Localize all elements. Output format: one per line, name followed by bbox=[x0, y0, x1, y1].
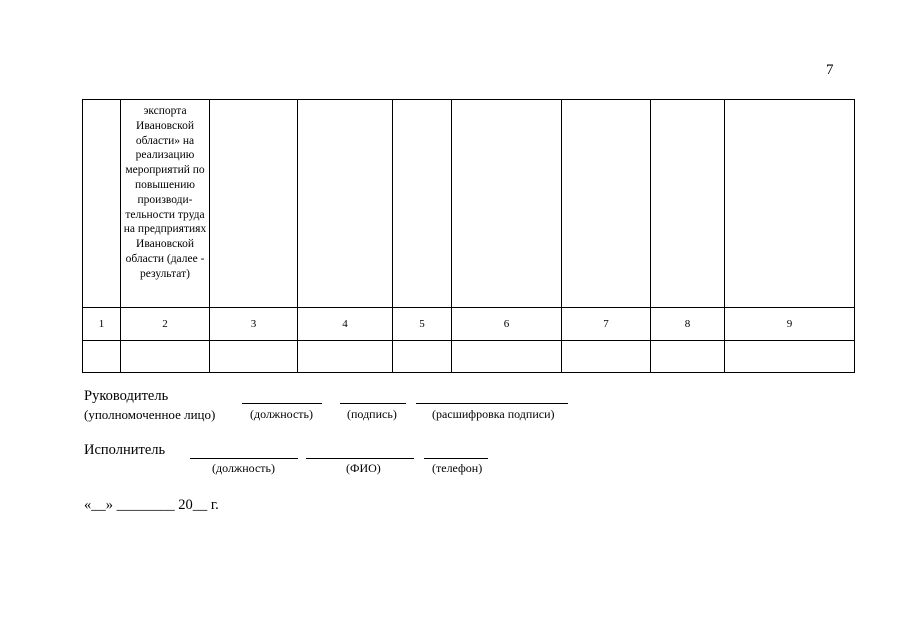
executor-name-label: (ФИО) bbox=[346, 461, 381, 475]
column-number: 8 bbox=[651, 308, 725, 341]
head-decoding-label: (расшифровка подписи) bbox=[432, 407, 555, 421]
header-cell-5 bbox=[393, 100, 452, 308]
desc-line: повышению bbox=[135, 178, 195, 191]
header-cell-description bbox=[121, 100, 210, 308]
head-position-label: (должность) bbox=[250, 407, 313, 421]
desc-line: тельности труда bbox=[125, 208, 205, 221]
table-cell[interactable] bbox=[298, 341, 393, 373]
desc-line: экспорта bbox=[143, 105, 187, 117]
executor-title: Исполнитель bbox=[84, 442, 166, 458]
table-cell[interactable] bbox=[651, 341, 725, 373]
table-cell[interactable] bbox=[121, 341, 210, 373]
desc-line: на предприятиях bbox=[123, 223, 207, 236]
column-number: 6 bbox=[452, 308, 562, 341]
header-cell-6 bbox=[452, 100, 562, 308]
column-number: 7 bbox=[562, 308, 651, 341]
header-cell-1 bbox=[83, 100, 121, 308]
executor-name-line[interactable] bbox=[306, 458, 414, 459]
desc-line: результат) bbox=[140, 267, 190, 280]
head-title: Руководитель bbox=[84, 388, 169, 404]
column-number: 5 bbox=[393, 308, 452, 341]
column-number: 3 bbox=[210, 308, 298, 341]
desc-line: Ивановской bbox=[136, 119, 194, 132]
header-cell-7 bbox=[562, 100, 651, 308]
table-cell[interactable] bbox=[725, 341, 855, 373]
desc-line: мероприятий по bbox=[125, 164, 205, 177]
table-data-row bbox=[83, 341, 855, 373]
desc-line: области» на bbox=[135, 134, 195, 147]
column-number: 9 bbox=[725, 308, 855, 341]
executor-position-line[interactable] bbox=[190, 458, 298, 459]
head-subtitle: (уполномоченное лицо) bbox=[84, 407, 216, 422]
table-cell[interactable] bbox=[452, 341, 562, 373]
header-cell-3 bbox=[210, 100, 298, 308]
table-cell[interactable] bbox=[393, 341, 452, 373]
column-number-row bbox=[83, 308, 855, 341]
header-cell-8 bbox=[651, 100, 725, 308]
desc-line: реализацию bbox=[135, 149, 195, 162]
column-number: 1 bbox=[83, 308, 121, 341]
date-line: «__» ________ 20__ г. bbox=[84, 497, 219, 513]
desc-line: производи- bbox=[137, 193, 193, 206]
desc-line: Ивановской bbox=[136, 238, 194, 251]
column-number: 2 bbox=[121, 308, 210, 341]
page-number: 7 bbox=[826, 62, 834, 78]
head-signature-label: (подпись) bbox=[347, 407, 397, 421]
table-cell[interactable] bbox=[562, 341, 651, 373]
head-signature-line[interactable] bbox=[340, 403, 406, 404]
header-cell-4 bbox=[298, 100, 393, 308]
executor-phone-label: (телефон) bbox=[432, 461, 483, 475]
table-header-row bbox=[83, 100, 855, 308]
table-cell[interactable] bbox=[210, 341, 298, 373]
desc-line: области (далее - bbox=[125, 252, 205, 265]
header-cell-9 bbox=[725, 100, 855, 308]
executor-phone-line[interactable] bbox=[424, 458, 488, 459]
report-table bbox=[82, 99, 855, 373]
head-decoding-line[interactable] bbox=[416, 403, 568, 404]
executor-position-label: (должность) bbox=[212, 461, 275, 475]
table-cell[interactable] bbox=[83, 341, 121, 373]
column-number: 4 bbox=[298, 308, 393, 341]
head-position-line[interactable] bbox=[242, 403, 322, 404]
